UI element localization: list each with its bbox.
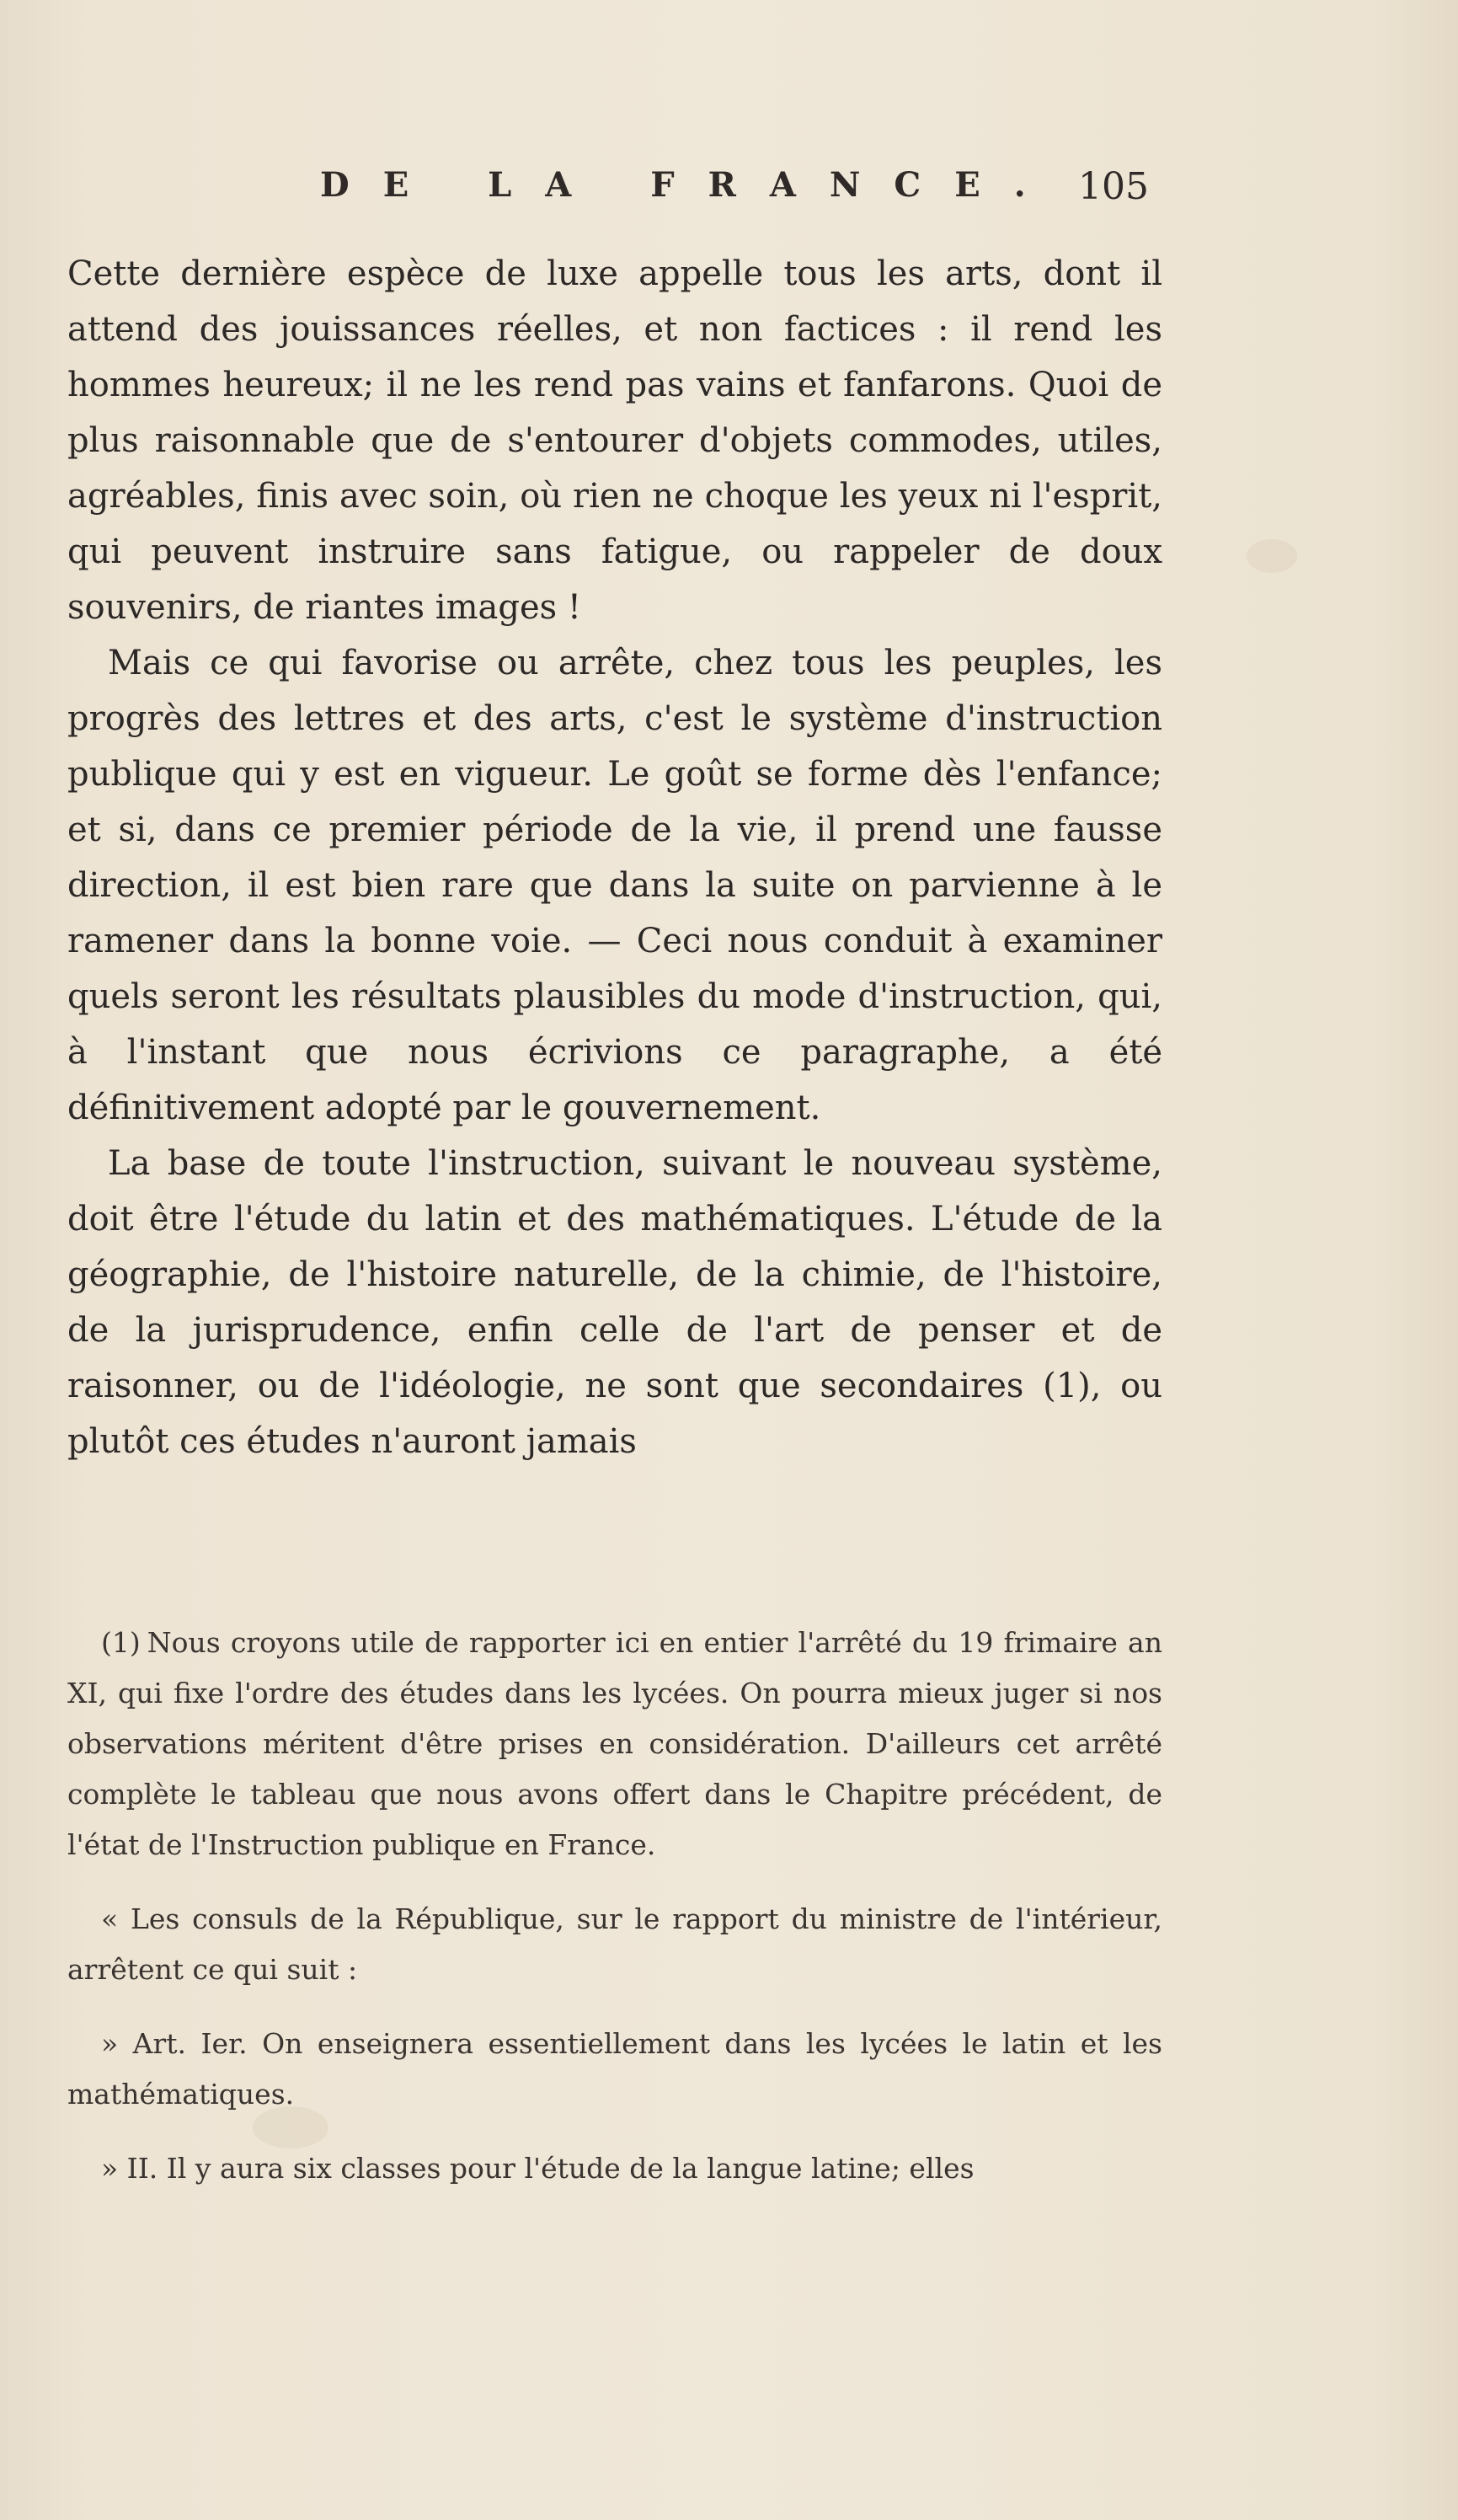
footnote-1 [67,1618,1162,1870]
footnote-text: Nous croyons utile de rapporter ici en entier l'arrêté du 19 frimaire an XI, qui fixe l'ordre des études dans les lycées. On pourra mieux juger si nos observations méritent d'être prises en considération. D'ailleurs cet arrêté complète le tableau que nous avons offert dans le Chapitre précédent, de l'état de l'Instruction publique en France. [67,1626,1162,1861]
footnote-ref: (1) [101,1626,141,1659]
paper-stain [1247,539,1297,573]
paragraph: La base de toute l'instruction, suivant le nouveau système, doit être l'étude du latin et des mathématiques. L'étude de la géographie, de l'histoire naturelle, de la chimie, de l'histoire, de la jurisprudence, enfin celle de l'art de penser et de raisonner, ou de l'idéologie, ne sont que secondaires (1), ou plutôt ces études n'auront jamais [67,1144,1162,1461]
decree-article-2: » II. Il y aura six classes pour l'étude de la langue latine; elles [101,2152,975,2185]
paragraph: Cette dernière espèce de luxe appelle tous les arts, dont il attend des jouissances réelles, et non factices : il rend les hommes heureux; il ne les rend pas vains et fanfarons. Quoi de plus raisonnable que de s'entourer d'objets commodes, utiles, agréables, finis avec soin, où rien ne choque les yeux ni l'esprit, qui peuvent instruire sans fatigue, ou rappeler de doux souvenirs, de riantes images ! [67,254,1162,627]
paragraph: Mais ce qui favorise ou arrête, chez tous les peuples, les progrès des lettres et des arts, c'est le système d'instruction publique qui y est en vigueur. Le goût se forme dès l'enfance; et si, dans ce premier période de la vie, il prend une fausse direction, il est bien rare que dans la suite on parvienne à le ramener dans la bonne voie. — Ceci nous conduit à examiner quels seront les résultats plausibles du mode d'instruction, qui, à l'instant que nous écrivions ce paragraphe, a été définitivement adopté par le gouvernement. [67,644,1162,1127]
page-number: 105 [1078,165,1149,208]
running-head: DE LA FRANCE. [320,165,1060,205]
decree-article-1: » Art. Ier. On enseignera essentiellement dans les lycées le latin et les mathématiques. [67,2027,1162,2111]
footnotes [67,1618,1162,2194]
main-text [67,246,1162,1469]
page-header [67,165,1162,224]
decree-intro: « Les consuls de la République, sur le rapport du ministre de l'intérieur, arrêtent ce qui suit : [67,1902,1162,1986]
